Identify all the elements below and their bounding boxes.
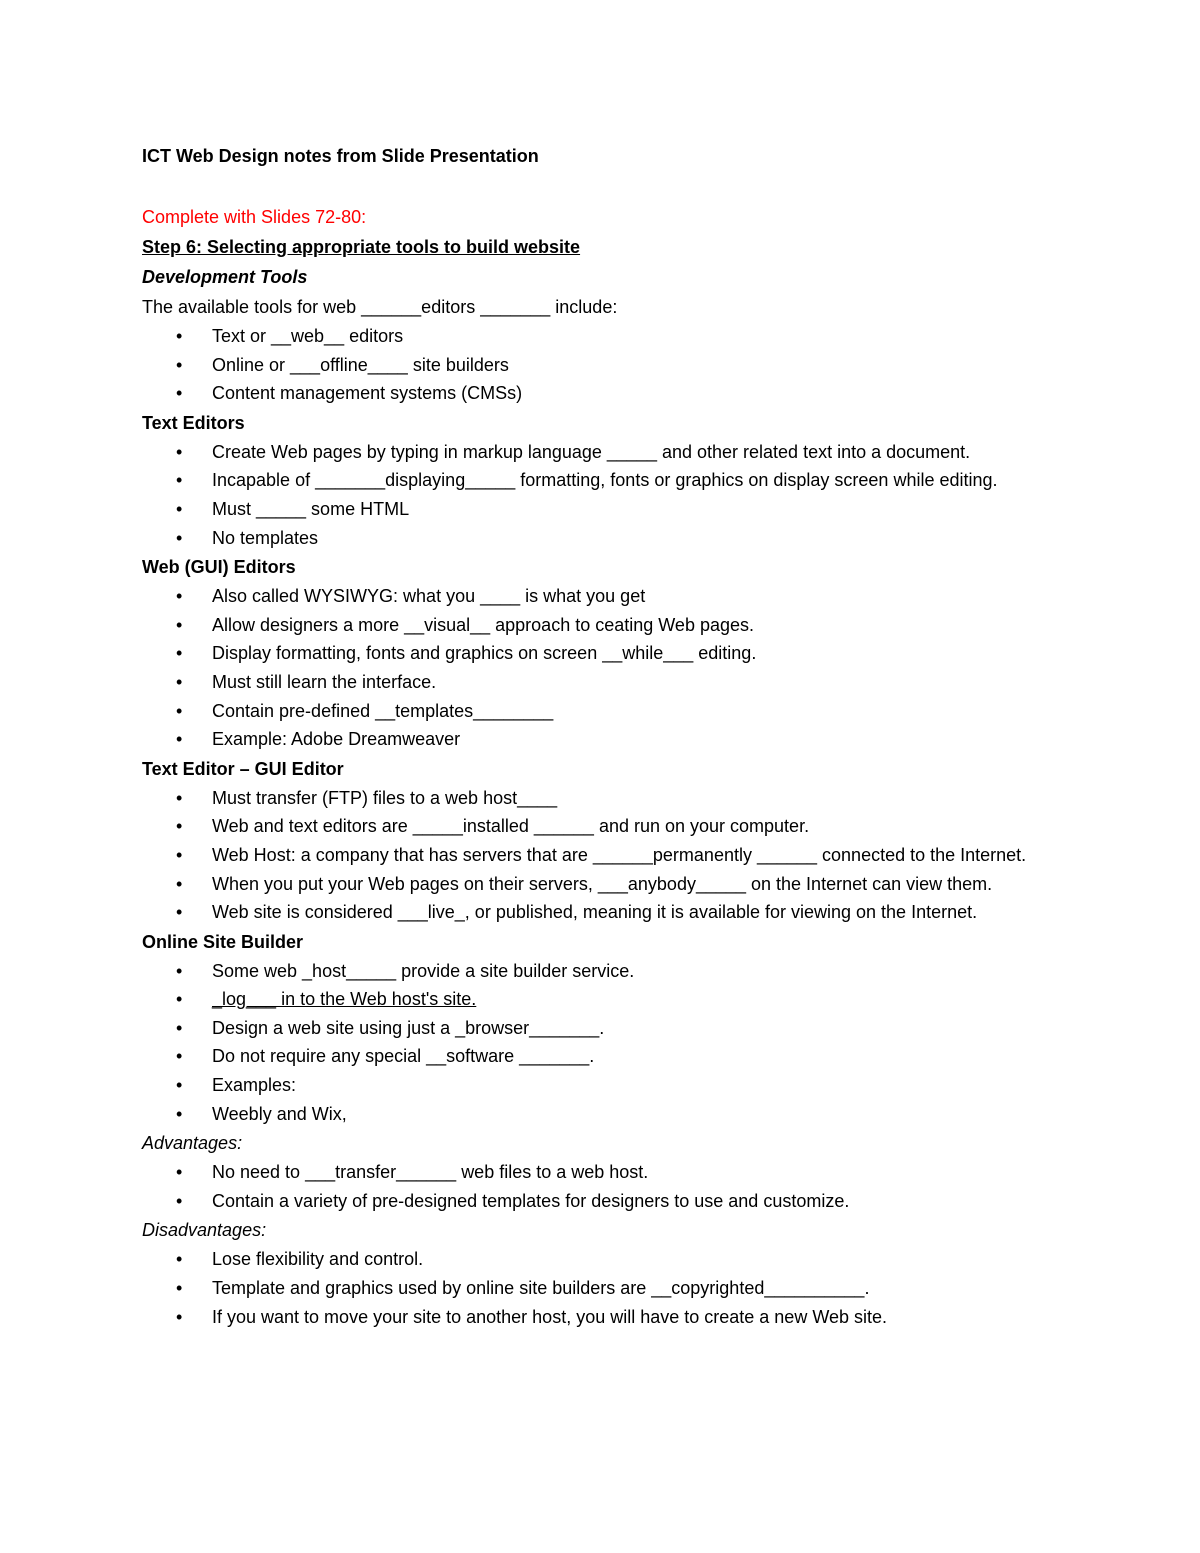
list-item: • Must _____ some HTML <box>142 495 1082 524</box>
advantages-heading: Advantages: <box>142 1133 243 1154</box>
disadvantages-list <box>142 1245 1082 1331</box>
step-heading: Step 6: Selecting appropriate tools to build website <box>142 237 581 257</box>
text-vs-gui-heading: Text Editor – GUI Editor <box>142 758 344 779</box>
web-editors-heading: Web (GUI) Editors <box>142 557 296 578</box>
list-item: • Contain a variety of pre-designed templates for designers to use and customize. <box>142 1187 1082 1216</box>
list-item: • Lose flexibility and control. <box>142 1245 1082 1274</box>
page-title: ICT Web Design notes from Slide Presentation <box>142 146 539 166</box>
list-item: • Create Web pages by typing in markup language _____ and other related text into a document. <box>142 438 1082 467</box>
list-item: • Web Host: a company that has servers that are ______permanently ______ connected to the Internet. <box>142 841 1082 870</box>
list-item: • Template and graphics used by online site builders are __copyrighted__________. <box>142 1274 1082 1303</box>
list-item: • Contain pre-defined __templates________ <box>142 697 1082 726</box>
list-item: • Also called WYSIWYG: what you ____ is what you get <box>142 582 1082 611</box>
list-item: • Display formatting, fonts and graphics on screen __while___ editing. <box>142 639 1082 668</box>
list-item: • Online or ___offline____ site builders <box>142 351 1082 380</box>
list-item: • Example: Adobe Dreamweaver <box>142 725 1082 754</box>
list-item: • When you put your Web pages on their servers, ___anybody_____ on the Internet can view them. <box>142 870 1082 899</box>
list-item: • Content management systems (CMSs) <box>142 379 1082 408</box>
list-item: • Weebly and Wix, <box>142 1100 1082 1129</box>
list-item: • _log___ in to the Web host's site. <box>142 985 1082 1014</box>
advantages-list <box>142 1158 1082 1215</box>
disadvantages-heading: Disadvantages: <box>142 1220 267 1241</box>
instruction-text: Complete with Slides 72-80: <box>142 207 367 227</box>
site-builder-heading: Online Site Builder <box>142 931 304 952</box>
site-builder-list <box>142 957 1082 1129</box>
list-item: • Web and text editors are _____installed ______ and run on your computer. <box>142 812 1082 841</box>
list-item: • No templates <box>142 524 1082 553</box>
list-item: • Must transfer (FTP) files to a web host____ <box>142 784 1082 813</box>
spacer <box>142 170 1082 202</box>
list-item: • Web site is considered ___live_, or published, meaning it is available for viewing on the Internet. <box>142 898 1082 927</box>
dev-tools-intro: The available tools for web ______editors _______ include: <box>142 297 618 317</box>
list-item: • Examples: <box>142 1071 1082 1100</box>
text-vs-gui-list <box>142 784 1082 927</box>
list-item: • No need to ___transfer______ web files to a web host. <box>142 1158 1082 1187</box>
web-editors-list <box>142 582 1082 754</box>
text-editors-list <box>142 438 1082 552</box>
list-item: • If you want to move your site to another host, you will have to create a new Web site. <box>142 1303 1082 1332</box>
list-item: • Incapable of _______displaying_____ formatting, fonts or graphics on display screen while editing. <box>142 466 1082 495</box>
dev-tools-heading: Development Tools <box>142 267 308 287</box>
document-page <box>142 142 1082 1331</box>
list-item: • Text or __web__ editors <box>142 322 1082 351</box>
list-item: • Must still learn the interface. <box>142 668 1082 697</box>
text-editors-heading: Text Editors <box>142 412 245 433</box>
list-item: • Design a web site using just a _browser_______. <box>142 1014 1082 1043</box>
list-item: • Some web _host_____ provide a site builder service. <box>142 957 1082 986</box>
list-item: • Allow designers a more __visual__ approach to ceating Web pages. <box>142 611 1082 640</box>
list-item: • Do not require any special __software _______. <box>142 1042 1082 1071</box>
dev-tools-list <box>142 322 1082 408</box>
